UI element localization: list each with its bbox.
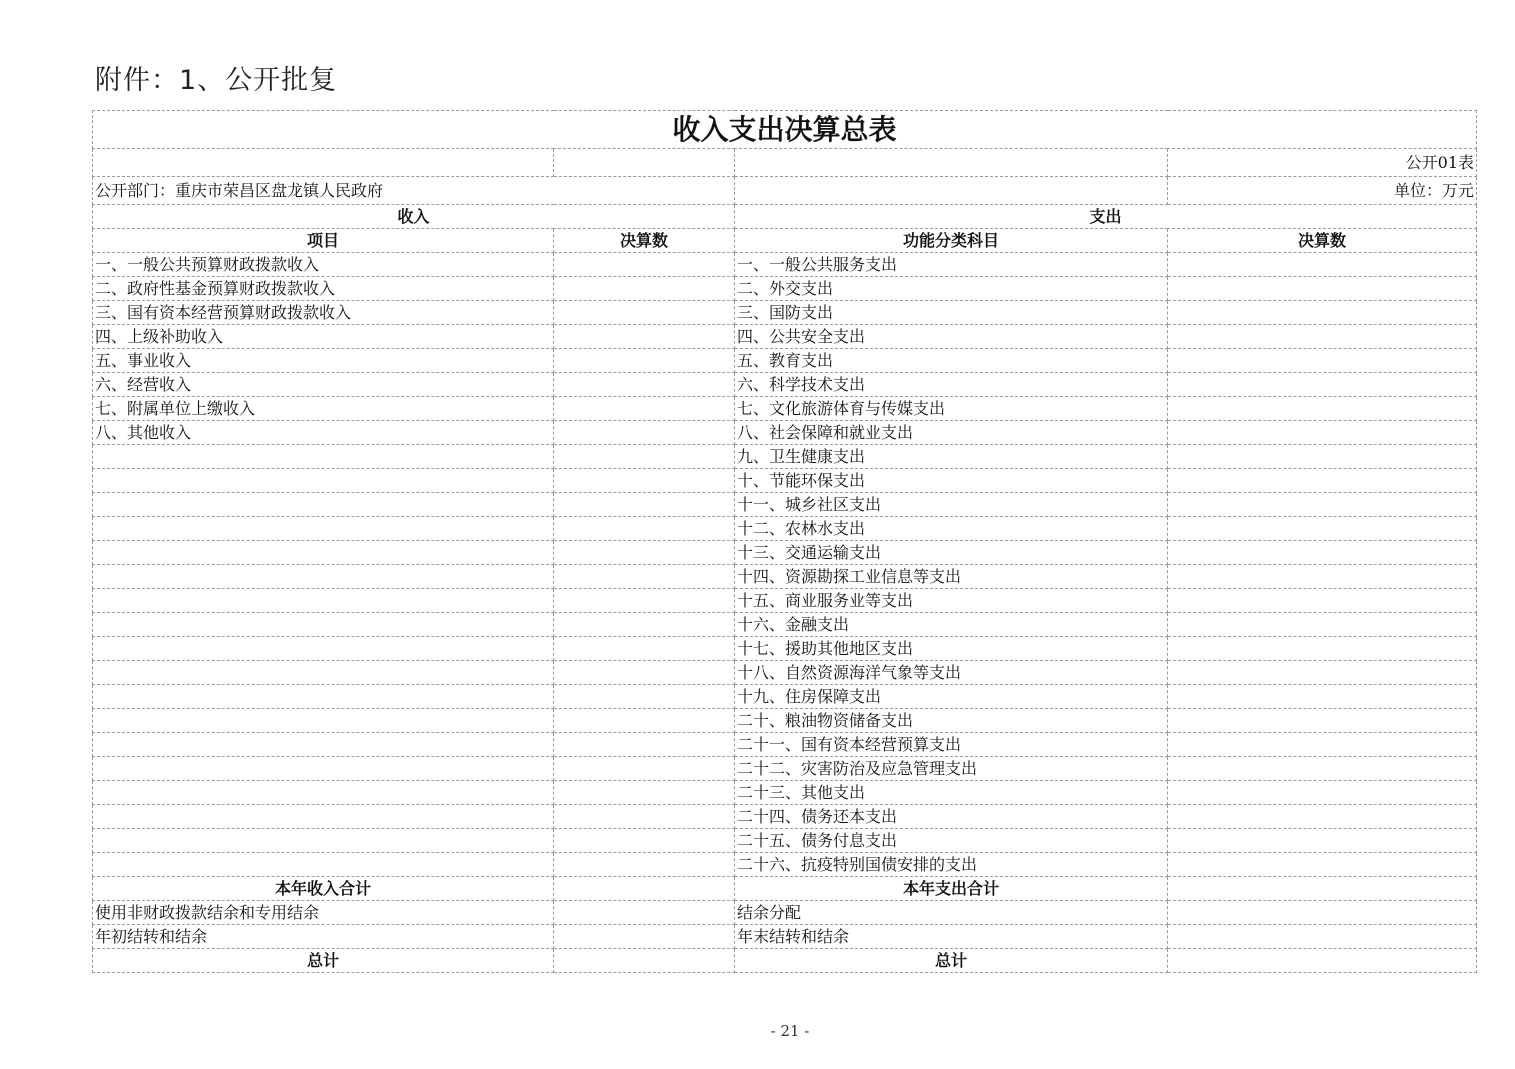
table-row [93, 397, 1477, 421]
unit-label: 单位：万元 [1168, 177, 1477, 205]
expense-item: 十三、交通运输支出 [735, 541, 1168, 565]
table-row [93, 661, 1477, 685]
income-item [93, 829, 554, 853]
income-item [93, 685, 554, 709]
expense-item: 十四、资源勘探工业信息等支出 [735, 565, 1168, 589]
department-label: 公开部门：重庆市荣昌区盘龙镇人民政府 [93, 177, 735, 205]
table-row [93, 445, 1477, 469]
income-item [93, 517, 554, 541]
expense-amount [1168, 253, 1477, 277]
col-item-header: 项目 [93, 229, 554, 253]
table-row [93, 781, 1477, 805]
table-row [93, 277, 1477, 301]
table-row [93, 589, 1477, 613]
income-amount [554, 901, 735, 925]
expense-amount [1168, 925, 1477, 949]
table-row [93, 685, 1477, 709]
table-row [93, 541, 1477, 565]
expense-amount [1168, 757, 1477, 781]
table-row [93, 709, 1477, 733]
expense-amount [1168, 325, 1477, 349]
expense-item: 年末结转和结余 [735, 925, 1168, 949]
expense-amount [1168, 589, 1477, 613]
col-amount-header: 决算数 [554, 229, 735, 253]
expense-amount [1168, 421, 1477, 445]
income-item: 八、其他收入 [93, 421, 554, 445]
expense-item: 十一、城乡社区支出 [735, 493, 1168, 517]
expense-amount [1168, 805, 1477, 829]
table-row [93, 517, 1477, 541]
expense-total-amount [1168, 877, 1477, 901]
grand-total-income-label: 总计 [93, 949, 554, 973]
expense-item: 一、一般公共服务支出 [735, 253, 1168, 277]
expense-item: 二、外交支出 [735, 277, 1168, 301]
expense-item: 二十、粮油物资储备支出 [735, 709, 1168, 733]
income-item: 使用非财政拨款结余和专用结余 [93, 901, 554, 925]
expense-item: 八、社会保障和就业支出 [735, 421, 1168, 445]
final-accounts-table [92, 110, 1477, 973]
expense-total-label: 本年支出合计 [735, 877, 1168, 901]
table-title: 收入支出决算总表 [93, 111, 1477, 149]
income-amount [554, 517, 735, 541]
expense-amount [1168, 709, 1477, 733]
expense-amount [1168, 349, 1477, 373]
expense-item: 三、国防支出 [735, 301, 1168, 325]
expense-amount [1168, 661, 1477, 685]
expense-item: 五、教育支出 [735, 349, 1168, 373]
table-row [93, 805, 1477, 829]
income-item: 一、一般公共预算财政拨款收入 [93, 253, 554, 277]
income-amount [554, 325, 735, 349]
expense-amount [1168, 685, 1477, 709]
income-item: 六、经营收入 [93, 373, 554, 397]
income-item [93, 853, 554, 877]
table-row [93, 901, 1477, 925]
income-amount [554, 469, 735, 493]
expense-item: 十六、金融支出 [735, 613, 1168, 637]
income-amount [554, 805, 735, 829]
expense-item: 二十六、抗疫特别国债安排的支出 [735, 853, 1168, 877]
income-item [93, 733, 554, 757]
income-item: 四、上级补助收入 [93, 325, 554, 349]
income-total-amount [554, 877, 735, 901]
expense-amount [1168, 853, 1477, 877]
income-amount [554, 277, 735, 301]
expense-amount [1168, 445, 1477, 469]
table-row [93, 469, 1477, 493]
income-amount [554, 589, 735, 613]
year-total-row [93, 877, 1477, 901]
expense-amount [1168, 541, 1477, 565]
expense-item: 二十五、债务付息支出 [735, 829, 1168, 853]
income-amount [554, 925, 735, 949]
expense-item: 十五、商业服务业等支出 [735, 589, 1168, 613]
expense-amount [1168, 373, 1477, 397]
expense-item: 六、科学技术支出 [735, 373, 1168, 397]
income-amount [554, 397, 735, 421]
expense-amount [1168, 565, 1477, 589]
income-item: 五、事业收入 [93, 349, 554, 373]
expense-amount [1168, 637, 1477, 661]
table-row [93, 493, 1477, 517]
income-amount [554, 613, 735, 637]
page-number: - 21 - [770, 1022, 810, 1040]
expense-item: 十二、农林水支出 [735, 517, 1168, 541]
table-row [93, 637, 1477, 661]
form-number: 公开01表 [1168, 149, 1477, 177]
income-amount [554, 757, 735, 781]
income-item [93, 445, 554, 469]
table-row [93, 349, 1477, 373]
expense-header: 支出 [735, 205, 1477, 229]
income-item: 七、附属单位上缴收入 [93, 397, 554, 421]
grand-total-expense-amount [1168, 949, 1477, 973]
income-item [93, 781, 554, 805]
expense-amount [1168, 901, 1477, 925]
table-row [93, 373, 1477, 397]
grand-total-expense-label: 总计 [735, 949, 1168, 973]
table-row [93, 253, 1477, 277]
expense-item: 二十一、国有资本经营预算支出 [735, 733, 1168, 757]
income-item: 二、政府性基金预算财政拨款收入 [93, 277, 554, 301]
col-amount2-header: 决算数 [1168, 229, 1477, 253]
income-item [93, 493, 554, 517]
attachment-label: 附件：1、公开批复 [95, 65, 338, 96]
expense-amount [1168, 277, 1477, 301]
income-item [93, 709, 554, 733]
income-amount [554, 637, 735, 661]
income-item: 三、国有资本经营预算财政拨款收入 [93, 301, 554, 325]
income-item [93, 469, 554, 493]
income-amount [554, 781, 735, 805]
expense-amount [1168, 517, 1477, 541]
expense-amount [1168, 829, 1477, 853]
income-amount [554, 349, 735, 373]
expense-item: 结余分配 [735, 901, 1168, 925]
expense-amount [1168, 469, 1477, 493]
income-item [93, 613, 554, 637]
income-item [93, 541, 554, 565]
income-total-label: 本年收入合计 [93, 877, 554, 901]
income-header: 收入 [93, 205, 735, 229]
income-amount [554, 685, 735, 709]
expense-item: 七、文化旅游体育与传媒支出 [735, 397, 1168, 421]
table-row [93, 301, 1477, 325]
expense-item: 十八、自然资源海洋气象等支出 [735, 661, 1168, 685]
income-amount [554, 853, 735, 877]
expense-item: 九、卫生健康支出 [735, 445, 1168, 469]
income-amount [554, 445, 735, 469]
expense-amount [1168, 301, 1477, 325]
table-row [93, 421, 1477, 445]
table-row [93, 853, 1477, 877]
table-row [93, 829, 1477, 853]
expense-item: 二十二、灾害防治及应急管理支出 [735, 757, 1168, 781]
income-amount [554, 301, 735, 325]
table-row [93, 757, 1477, 781]
income-amount [554, 253, 735, 277]
grand-total-row [93, 949, 1477, 973]
income-amount [554, 565, 735, 589]
table-row [93, 565, 1477, 589]
expense-amount [1168, 781, 1477, 805]
expense-amount [1168, 613, 1477, 637]
table-row [93, 325, 1477, 349]
col-function-header: 功能分类科目 [735, 229, 1168, 253]
income-item [93, 805, 554, 829]
income-item: 年初结转和结余 [93, 925, 554, 949]
income-item [93, 565, 554, 589]
table-row [93, 613, 1477, 637]
income-amount [554, 733, 735, 757]
income-item [93, 661, 554, 685]
table-row [93, 733, 1477, 757]
grand-total-income-amount [554, 949, 735, 973]
expense-item: 十七、援助其他地区支出 [735, 637, 1168, 661]
income-item [93, 589, 554, 613]
expense-item: 二十三、其他支出 [735, 781, 1168, 805]
income-amount [554, 661, 735, 685]
table-row [93, 925, 1477, 949]
income-amount [554, 421, 735, 445]
income-amount [554, 373, 735, 397]
expense-amount [1168, 733, 1477, 757]
income-amount [554, 829, 735, 853]
income-amount [554, 709, 735, 733]
expense-amount [1168, 493, 1477, 517]
expense-item: 十九、住房保障支出 [735, 685, 1168, 709]
expense-amount [1168, 397, 1477, 421]
expense-item: 二十四、债务还本支出 [735, 805, 1168, 829]
expense-item: 四、公共安全支出 [735, 325, 1168, 349]
income-amount [554, 541, 735, 565]
income-item [93, 757, 554, 781]
income-item [93, 637, 554, 661]
expense-item: 十、节能环保支出 [735, 469, 1168, 493]
income-amount [554, 493, 735, 517]
